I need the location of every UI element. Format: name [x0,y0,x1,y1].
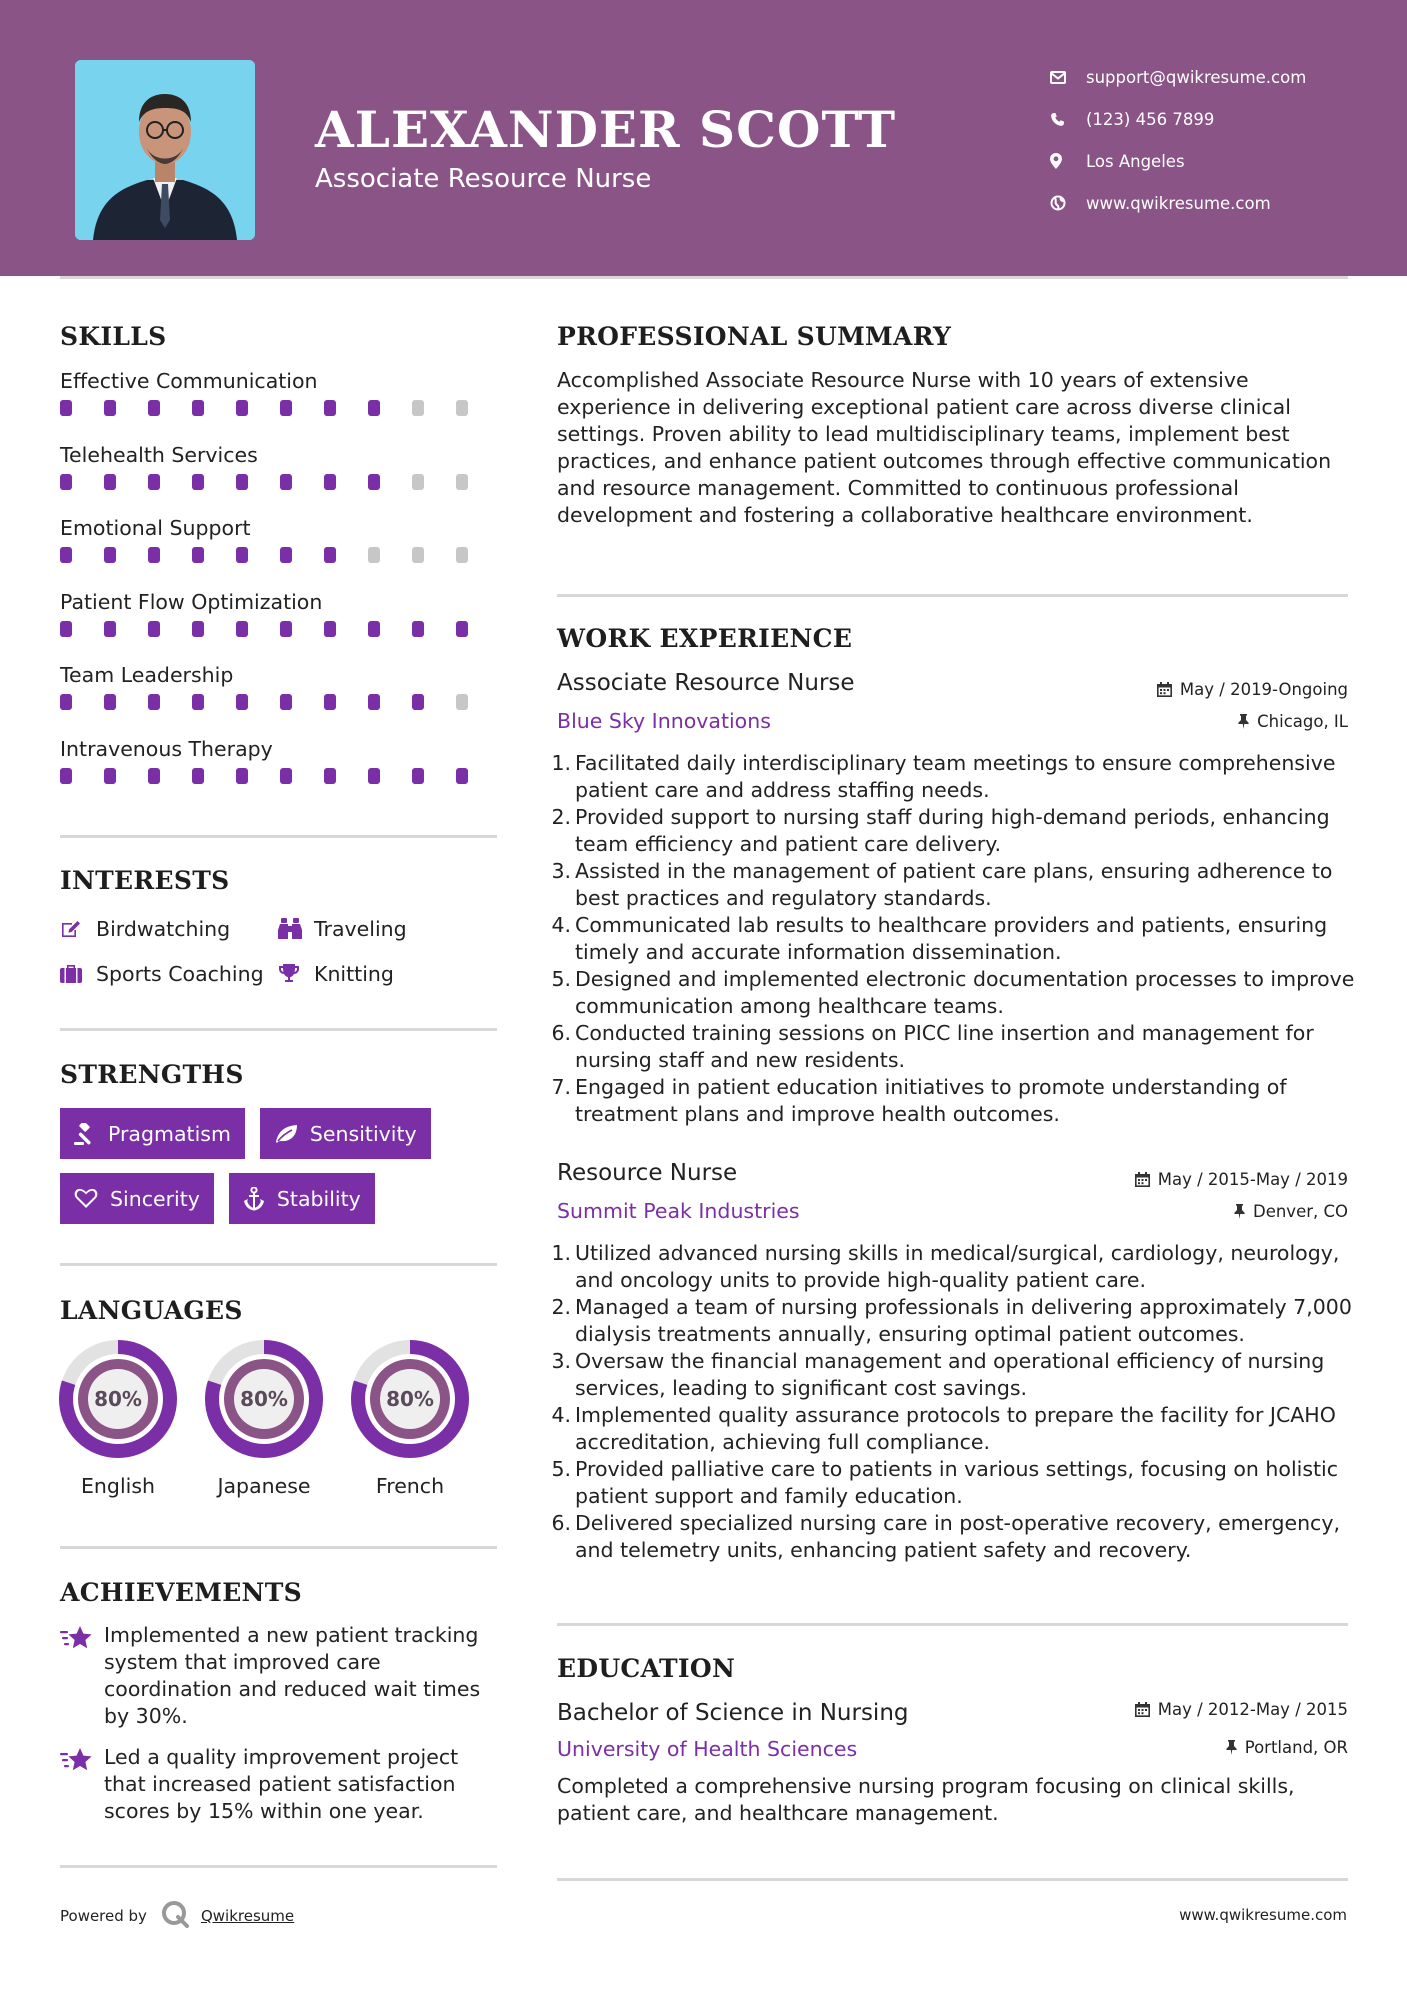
rating-dot-filled [192,768,204,784]
rating-dot-filled [324,474,336,490]
powered-by [60,1900,294,1932]
contact-phone[interactable] [1050,98,1380,140]
bullet-number: 6. [551,1511,571,1535]
summary-divider [557,594,1348,597]
job-location [1234,1202,1348,1221]
achievement-item [60,1744,505,1825]
job-bullet [550,858,1355,912]
language-name: English [80,1474,156,1498]
rating-dot-empty [368,547,380,563]
phone-icon [1050,112,1086,127]
rating-dot-filled [104,621,116,637]
strength-label: Sincerity [110,1186,200,1211]
skill-rating [60,621,500,637]
job-location-text: Denver, CO [1252,1202,1348,1221]
rating-dot-filled [104,474,116,490]
skill-name: Effective Communication [60,369,318,393]
bullet-number: 1. [551,751,571,775]
language-item [204,1338,324,1498]
rating-dot-filled [60,400,72,416]
bullet-number: 7. [551,1075,571,1099]
rating-dot-filled [60,547,72,563]
job-bullets [550,1240,1355,1564]
language-ring [57,1338,179,1460]
rating-dot-filled [148,694,160,710]
profile-photo [75,60,255,240]
interest-label: Sports Coaching [96,961,264,986]
bullet-text: Provided support to nursing staff during high-demand periods, enhancing team efficiency and patient care delivery. [575,805,1330,856]
education-dates-text: May / 2012-May / 2015 [1157,1700,1348,1719]
email-text: support@qwikresume.com [1086,67,1307,87]
rating-dot-filled [148,547,160,563]
rating-dot-filled [280,621,292,637]
interests-divider [60,1028,497,1031]
rating-dot-filled [368,621,380,637]
skills-divider [60,835,497,838]
heart-icon [74,1188,98,1209]
strength-tag [260,1108,431,1159]
skill-name: Team Leadership [60,663,234,687]
rating-dot-filled [280,400,292,416]
languages-title: LANGUAGES [60,1296,243,1325]
bullet-number: 3. [551,859,571,883]
skill-name: Telehealth Services [60,442,258,467]
rating-dot-filled [236,547,248,563]
languages-divider [60,1546,497,1549]
strength-label: Sensitivity [309,1121,417,1146]
interest-item [278,917,407,941]
rating-dot-filled [412,768,424,784]
footer-url[interactable]: www.qwikresume.com [1179,1906,1347,1924]
bullet-number: 1. [551,1241,571,1265]
candidate-role: Associate Resource Nurse [315,164,652,194]
qwikresume-link[interactable]: Qwikresume [200,1907,295,1925]
achievement-text: Implemented a new patient tracking system that improved care coordination and reduced wait times by 30%. [104,1623,481,1728]
strength-tag [60,1173,214,1224]
rating-dot-filled [60,474,72,490]
language-percent: 80% [240,1387,288,1411]
star-icon [60,1622,104,1730]
interest-item [60,917,278,941]
education-school: University of Health Sciences [557,1737,858,1761]
language-ring [349,1338,471,1460]
rating-dot-empty [456,400,468,416]
rating-dot-filled [192,621,204,637]
rating-dot-filled [456,621,468,637]
rating-dot-filled [368,768,380,784]
job-bullet [550,1294,1355,1348]
job-location [1238,712,1348,731]
job-bullet [550,1348,1355,1402]
anchor-icon [243,1187,265,1211]
rating-dot-filled [192,547,204,563]
education-divider [557,1878,1348,1881]
skill-item [60,513,500,587]
rating-dot-filled [236,474,248,490]
skill-rating [60,474,500,490]
strength-tag [60,1108,245,1159]
bullet-number: 6. [551,1021,571,1045]
pushpin-icon [1238,714,1249,729]
interests-title: INTERESTS [60,866,230,895]
pushpin-icon [1234,1204,1245,1219]
strengths-title: STRENGTHS [60,1060,244,1089]
strength-label: Pragmatism [108,1121,231,1146]
rating-dot-filled [412,694,424,710]
job-bullet [550,1402,1355,1456]
pushpin-icon [1226,1740,1237,1755]
job-dates [1157,680,1348,699]
education-location-text: Portland, OR [1244,1738,1348,1757]
rating-dot-empty [456,474,468,490]
language-item [58,1338,178,1498]
bullet-number: 2. [551,805,571,829]
rating-dot-empty [412,547,424,563]
rating-dot-filled [192,400,204,416]
job-company: Blue Sky Innovations [557,709,771,733]
job-title: Resource Nurse [557,1160,738,1186]
rating-dot-filled [236,768,248,784]
bullet-text: Provided palliative care to patients in various settings, focusing on holistic patient support and family education. [575,1457,1339,1508]
star-icon [60,1744,104,1825]
contact-location [1050,140,1380,182]
rating-dot-filled [148,474,160,490]
bullet-number: 2. [551,1295,571,1319]
map-marker-icon [1050,153,1086,169]
interest-label: Knitting [314,961,394,986]
envelope-icon [1050,71,1086,84]
bullet-text: Utilized advanced nursing skills in medical/surgical, cardiology, neurology, and oncology units to provide high-quality patient care. [575,1241,1340,1292]
header-divider [60,276,1348,279]
rating-dot-filled [324,621,336,637]
calendar-icon [1135,1172,1150,1187]
candidate-name: ALEXANDER SCOTT [315,100,897,159]
rating-dot-filled [60,768,72,784]
rating-dot-filled [104,547,116,563]
bullet-number: 3. [551,1349,571,1373]
interest-label: Traveling [314,916,407,941]
rating-dot-filled [148,768,160,784]
contact-website[interactable] [1050,182,1380,224]
language-name: Japanese [217,1474,311,1498]
rating-dot-filled [192,694,204,710]
achievements-divider [60,1865,497,1868]
bullet-text: Implemented quality assurance protocols to prepare the facility for JCAHO accreditation, achieving full compliance. [575,1403,1336,1454]
strengths-divider [60,1263,497,1266]
bullet-text: Conducted training sessions on PICC line insertion and management for nursing staff and new residents. [575,1021,1314,1072]
job-location-text: Chicago, IL [1257,712,1348,731]
education-location [1226,1738,1348,1757]
rating-dot-filled [236,694,248,710]
bullet-text: Facilitated daily interdisciplinary team meetings to ensure comprehensive patient care and address staffing needs. [575,751,1336,802]
bullet-text: Assisted in the management of patient care plans, ensuring adherence to best practices and regulatory standards. [575,859,1333,910]
job-bullet [550,966,1355,1020]
rating-dot-filled [192,474,204,490]
job-bullet [550,804,1355,858]
skill-rating [60,547,500,563]
job-dates-text: May / 2019-Ongoing [1179,680,1348,699]
language-ring [203,1338,325,1460]
language-percent: 80% [94,1387,142,1411]
job-bullet [550,1456,1355,1510]
skill-name: Patient Flow Optimization [60,589,323,614]
contact-list [1050,56,1380,224]
job-dates [1135,1170,1348,1189]
leaf-icon [274,1124,298,1144]
rating-dot-filled [368,474,380,490]
job-bullet [550,1240,1355,1294]
job-dates-text: May / 2015-May / 2019 [1157,1170,1348,1189]
rating-dot-filled [104,400,116,416]
rating-dot-filled [412,621,424,637]
interests-list [60,906,500,996]
rating-dot-empty [456,694,468,710]
bullet-number: 4. [551,913,571,937]
experience-title: WORK EXPERIENCE [557,624,853,653]
globe-icon [1050,195,1086,211]
bullet-text: Engaged in patient education initiatives to promote understanding of treatment plans and improve health outcomes. [575,1075,1287,1126]
language-name: French [375,1474,445,1498]
summary-title: PROFESSIONAL SUMMARY [557,322,952,351]
rating-dot-empty [456,547,468,563]
education-degree: Bachelor of Science in Nursing [557,1700,909,1726]
strength-label: Stability [276,1186,361,1211]
rating-dot-filled [324,768,336,784]
interest-label: Birdwatching [96,916,231,941]
job-bullet [550,1074,1355,1128]
rating-dot-filled [324,547,336,563]
rating-dot-filled [368,400,380,416]
skill-rating [60,694,500,710]
header [0,0,1407,276]
strengths-list [60,1108,500,1238]
gavel-icon [74,1123,96,1145]
job-title: Associate Resource Nurse [557,670,855,696]
rating-dot-filled [368,694,380,710]
skill-item [60,440,500,514]
achievement-item [60,1622,505,1730]
rating-dot-filled [324,694,336,710]
rating-dot-filled [236,400,248,416]
briefcase-icon [60,964,96,984]
achievements-list [60,1622,505,1839]
rating-dot-filled [280,474,292,490]
skills-title: SKILLS [60,322,167,351]
achievement-text: Led a quality improvement project that increased patient satisfaction scores by 15% within one year. [104,1745,459,1823]
education-title: EDUCATION [557,1654,736,1683]
bullet-number: 4. [551,1403,571,1427]
rating-dot-filled [148,400,160,416]
skill-name: Emotional Support [60,516,251,540]
interest-item [278,962,394,986]
edit-icon [60,919,96,939]
location-text: Los Angeles [1086,151,1185,171]
job-company: Summit Peak Industries [557,1199,800,1223]
job-bullet [550,912,1355,966]
job-bullet [550,1510,1355,1564]
interest-item [60,962,278,986]
experience-divider [557,1623,1348,1626]
calendar-icon [1157,682,1172,697]
education-description: Completed a comprehensive nursing program focusing on clinical skills, patient care, and healthcare management. [557,1774,1295,1825]
skill-name: Intravenous Therapy [60,736,273,761]
language-percent: 80% [386,1387,434,1411]
qwikresume-logo-icon [161,1900,191,1932]
rating-dot-filled [280,547,292,563]
binoculars-icon [278,918,314,940]
skill-rating [60,400,500,416]
rating-dot-filled [324,400,336,416]
skill-item [60,366,500,440]
bullet-text: Designed and implemented electronic documentation processes to improve communication among healthcare teams. [575,967,1355,1018]
bullet-text: Communicated lab results to healthcare providers and patients, ensuring timely and accurate information dissemination. [575,913,1328,964]
skills-list [60,366,500,807]
job-bullet [550,1020,1355,1074]
rating-dot-filled [280,768,292,784]
bullet-text: Oversaw the financial management and operational efficiency of nursing services, leading to significant cost savings. [575,1349,1325,1400]
skill-item [60,734,500,808]
skill-rating [60,768,500,784]
website-text: www.qwikresume.com [1086,193,1271,213]
language-item [350,1338,470,1498]
rating-dot-filled [148,621,160,637]
rating-dot-filled [104,768,116,784]
bullet-text: Managed a team of nursing professionals in delivering approximately 7,000 dialysis treatments annually, ensuring optimal patient outcomes. [575,1295,1352,1346]
bullet-number: 5. [551,1457,571,1481]
job-bullet [550,750,1355,804]
rating-dot-filled [280,694,292,710]
rating-dot-empty [412,400,424,416]
skill-item [60,587,500,661]
languages-list [58,1338,470,1498]
rating-dot-filled [456,768,468,784]
skill-item [60,660,500,734]
rating-dot-filled [236,621,248,637]
rating-dot-filled [60,621,72,637]
strength-tag [229,1173,375,1224]
rating-dot-filled [104,694,116,710]
phone-text: (123) 456 7899 [1086,109,1215,129]
contact-email[interactable] [1050,56,1380,98]
bullet-number: 5. [551,967,571,991]
trophy-icon [278,963,314,985]
rating-dot-empty [412,474,424,490]
calendar-icon [1135,1702,1150,1717]
rating-dot-filled [60,694,72,710]
powered-by-label: Powered by [60,1907,147,1925]
achievements-title: ACHIEVEMENTS [60,1578,302,1607]
education-dates [1135,1700,1348,1719]
bullet-text: Delivered specialized nursing care in post-operative recovery, emergency, and telemetry units, enhancing patient safety and recovery. [575,1511,1340,1562]
job-bullets [550,750,1355,1128]
summary-text: Accomplished Associate Resource Nurse with 10 years of extensive experience in delivering exceptional patient care across diverse clinical settings. Proven ability to lead multidisciplinary teams, implement best practices, and enhance patient outcomes through effective communication and resource management. Committed to continuous professional development and fostering a collaborative healthcare environment. [557,368,1332,527]
